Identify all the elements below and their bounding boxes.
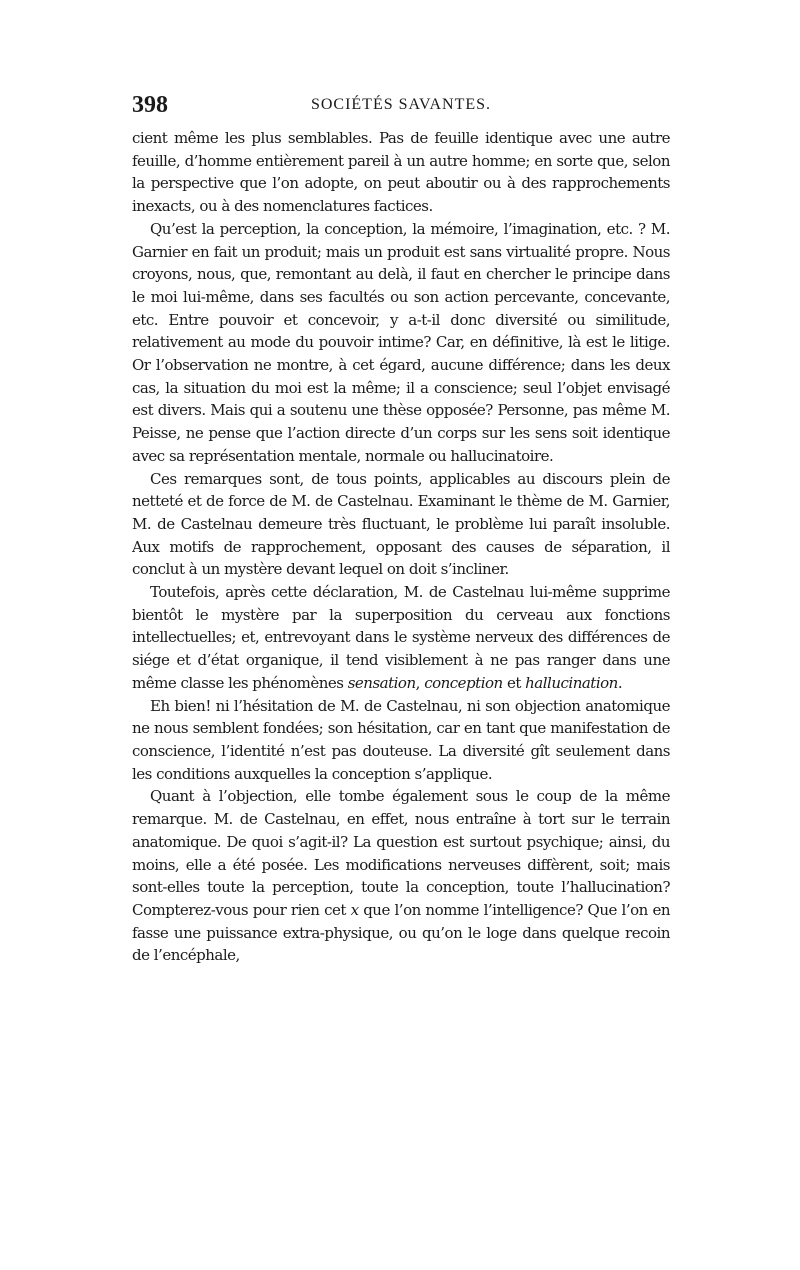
paragraph-text: Toutefois, après cette déclaration, M. de Castelnau lui-même supprime bientôt le mystère par la superposition du cerveau aux fonctions intellectuelles; et, entrevoyant dans le système nerveux des différences de siége et d’état organique, il tend visiblement à ne pas ranger dans une même classe les phénomènes bbox=[132, 583, 670, 692]
emphasis-text: hallucination bbox=[525, 673, 618, 692]
running-title: SOCIÉTÉS SAVANTES. bbox=[310, 96, 492, 113]
paragraph: cient même les plus semblables. Pas de feuille identique avec une autre feuille, d’homme entièrement pareil à un autre homme; en sorte que, selon la perspective que l’on adopte, on peut aboutir ou à des rapprochements inexacts, ou à des nomenclatures factices. bbox=[132, 129, 670, 216]
body-text bbox=[132, 127, 670, 967]
paragraph-text: , bbox=[415, 673, 425, 692]
paragraph: Eh bien! ni l’hésitation de M. de Castelnau, ni son objection anatomique ne nous semblent fondées; son hésitation, car en tant que manifestation de conscience, l’identité n’est pas douteuse. La diversité gît seulement dans les conditions auxquelles la conception s’applique. bbox=[132, 696, 670, 783]
paragraph-text: Quant à l’objection, elle tombe également sous le coup de la même remarque. M. de Castelnau, en effet, nous entraîne à tort sur le terrain anatomique. De quoi s’agit-il? La question est surtout psychique; ainsi, du moins, elle a été posée. Les modifications nerveuses diffèrent, soit; mais sont-elles toute la perception, toute la conception, toute l’hallucination? Compterez-vous pour rien cet bbox=[132, 787, 670, 919]
page-number: 398 bbox=[132, 92, 168, 118]
emphasis-text: x bbox=[350, 900, 359, 919]
page-header bbox=[132, 92, 670, 118]
emphasis-text: conception bbox=[424, 673, 503, 692]
paragraph bbox=[132, 581, 670, 695]
paragraph bbox=[132, 785, 670, 967]
paragraph: Qu’est la perception, la conception, la mémoire, l’imagination, etc. ? M. Garnier en fait un produit; mais un produit est sans virtualité propre. Nous croyons, nous, que, remontant au delà, il faut en chercher le principe dans le moi lui-même, dans ses facultés ou son action percevante, concevante, etc. Entre pouvoir et concevoir, y a-t-il donc diversité ou similitude, relativement au mode du pouvoir intime? Car, en définitive, là est le litige. Or l’observation ne montre, à cet égard, aucune différence; dans les deux cas, la situation du moi est la même; il a conscience; seul l’objet envisagé est divers. Mais qui a soutenu une thèse opposée? Personne, pas même M. Peisse, ne pense que l’action directe d’un corps sur les sens soit identique avec sa représentation mentale, normale ou hallucinatoire. bbox=[132, 219, 670, 465]
paragraph-text: que l’on nomme l’intelligence? Que l’on en fasse une puissance extra-physique, ou qu’on le loge dans quelque recoin de l’encéphale, bbox=[132, 900, 671, 965]
paragraph: Ces remarques sont, de tous points, applicables au discours plein de netteté et de force de M. de Castelnau. Examinant le thème de M. Garnier, M. de Castelnau demeure très fluctuant, le problème lui paraît insoluble. Aux motifs de rapprochement, opposant des causes de séparation, il conclut à un mystère devant lequel on doit s’incliner. bbox=[132, 469, 670, 579]
emphasis-text: sensation bbox=[347, 673, 416, 692]
paragraph-text: et bbox=[502, 673, 526, 692]
paragraph-text: . bbox=[617, 673, 623, 692]
